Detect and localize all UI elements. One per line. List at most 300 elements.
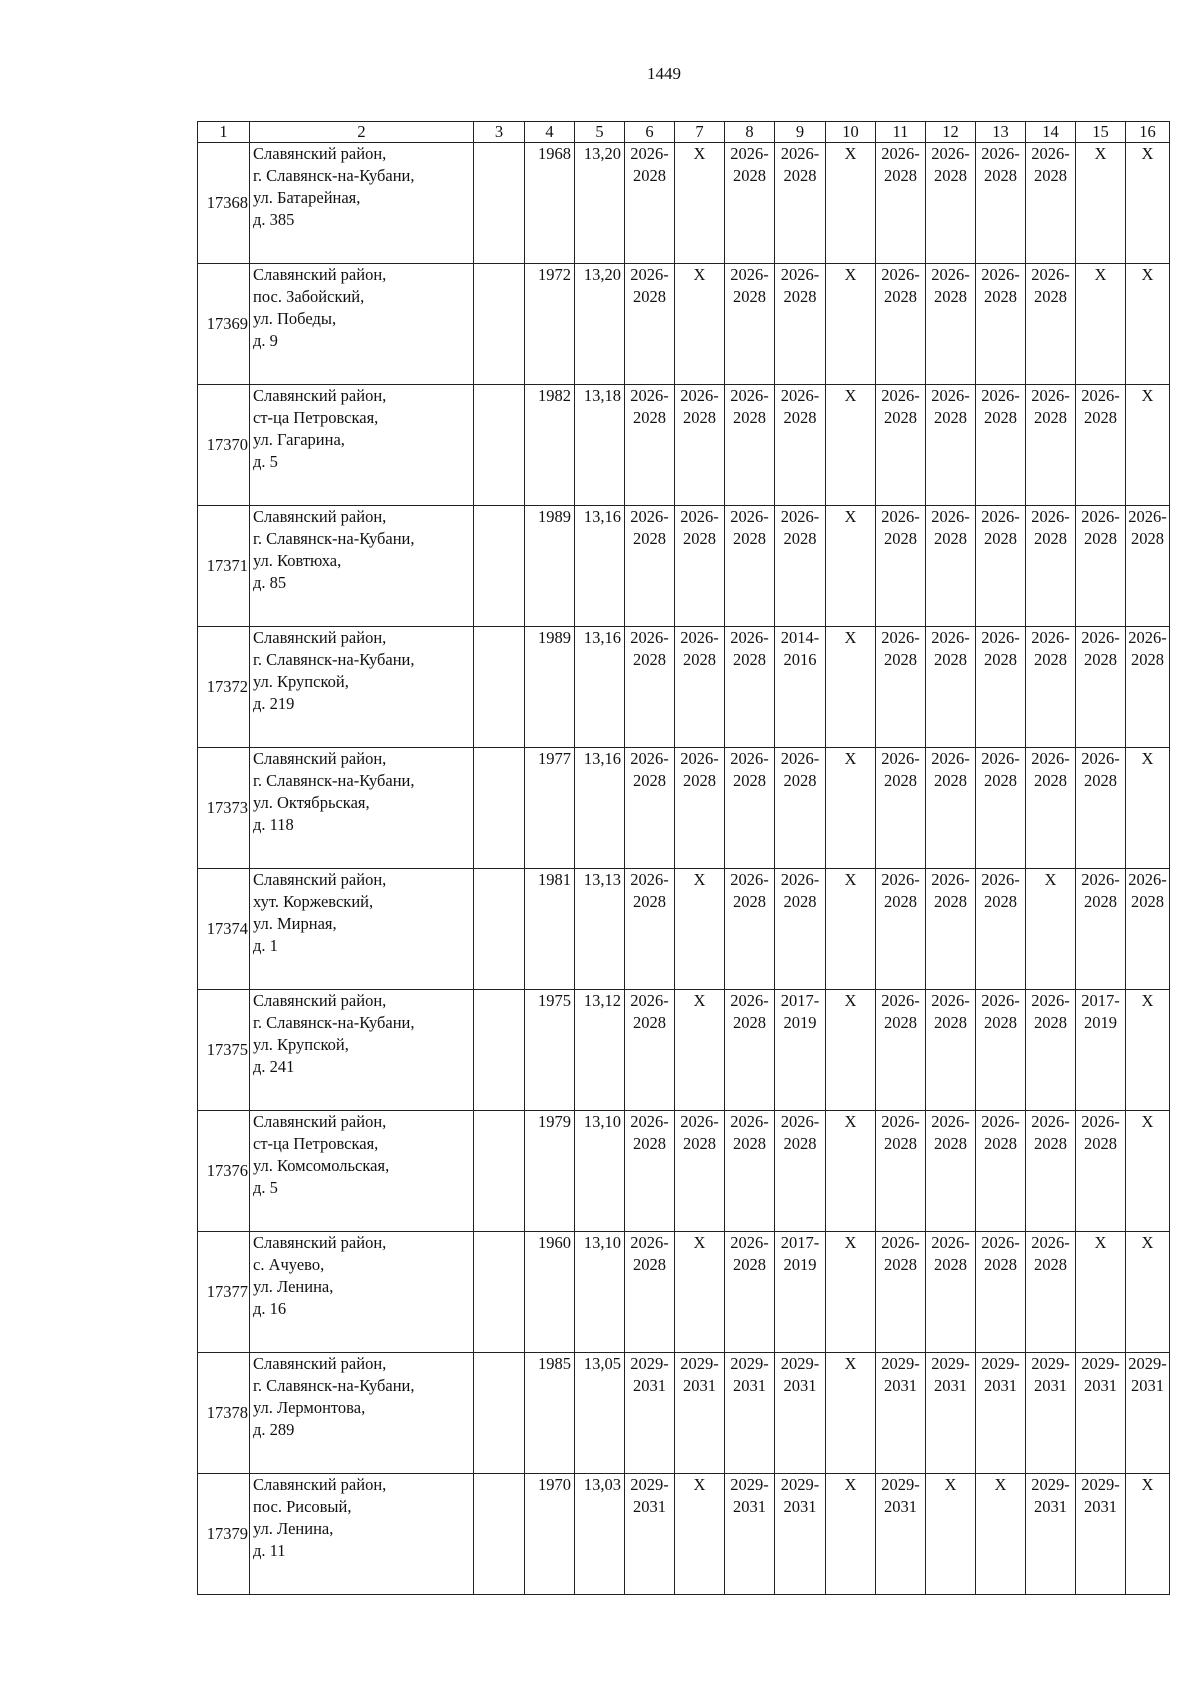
period-cell: X (675, 264, 725, 385)
period-start: 2029- (1081, 1475, 1120, 1494)
period-start: 2026- (881, 628, 920, 647)
column-number-13: 13 (976, 122, 1026, 143)
period-end: 2028 (783, 529, 817, 548)
period-start: 2026- (730, 265, 769, 284)
column-number-15: 15 (1076, 122, 1126, 143)
period-start: 2026- (931, 991, 970, 1010)
value-cell: 13,10 (575, 1232, 625, 1353)
period-start: 2029- (1031, 1475, 1070, 1494)
period-cell (625, 869, 675, 990)
period-end: 2028 (984, 529, 1017, 548)
period-start: 2026- (730, 870, 769, 889)
period-start: 2026- (1081, 1112, 1120, 1131)
row-number: 17368 (198, 143, 250, 264)
period-end: 2028 (1034, 1013, 1067, 1032)
period-cell (876, 869, 926, 990)
period-cell: X (1126, 264, 1170, 385)
period-end: 2031 (783, 1497, 817, 1516)
period-start: 2026- (1031, 991, 1070, 1010)
address-line: Славянский район, (253, 870, 387, 889)
period-end: 2031 (934, 1376, 967, 1395)
column-number-11: 11 (876, 122, 926, 143)
period-end: 2028 (934, 1134, 967, 1153)
col3-cell (474, 627, 525, 748)
period-start: 2026- (680, 1112, 719, 1131)
period-cell (725, 143, 775, 264)
period-cell: X (826, 1474, 876, 1595)
period-cell (1026, 1353, 1076, 1474)
period-cell: X (826, 385, 876, 506)
table-row (198, 748, 1170, 869)
period-cell (775, 1232, 826, 1353)
period-cell (926, 1353, 976, 1474)
period-cell (1026, 748, 1076, 869)
period-cell (1076, 506, 1126, 627)
period-start: 2029- (1081, 1354, 1120, 1373)
period-start: 2026- (780, 1112, 820, 1131)
period-cell: X (826, 506, 876, 627)
period-cell (926, 869, 976, 990)
row-number: 17378 (198, 1353, 250, 1474)
period-cell (625, 143, 675, 264)
address-line: д. 16 (253, 1299, 287, 1318)
address-line: с. Ачуево, (253, 1255, 325, 1274)
period-cell (876, 1353, 926, 1474)
period-start: 2026- (1031, 386, 1070, 405)
period-cell (876, 748, 926, 869)
column-number-2: 2 (250, 122, 474, 143)
period-end: 2028 (984, 892, 1017, 911)
period-end: 2028 (733, 771, 766, 790)
address-line: пос. Рисовый, (253, 1497, 352, 1516)
period-start: 2026- (1031, 1112, 1070, 1131)
period-start: 2026- (881, 1233, 920, 1252)
period-start: 2026- (730, 749, 769, 768)
col3-cell (474, 990, 525, 1111)
period-cell (926, 506, 976, 627)
address-cell (250, 1474, 474, 1595)
period-end: 2019 (783, 1255, 817, 1274)
period-end: 2028 (984, 1134, 1017, 1153)
col3-cell (474, 264, 525, 385)
period-start: 2026- (1081, 749, 1120, 768)
period-start: 2026- (981, 628, 1020, 647)
period-cell (876, 506, 926, 627)
period-start: 2029- (630, 1354, 669, 1373)
value-cell: 13,20 (575, 143, 625, 264)
period-cell (775, 1353, 826, 1474)
period-cell (675, 1353, 725, 1474)
period-end: 2028 (633, 166, 666, 185)
period-cell (976, 627, 1026, 748)
column-number-4: 4 (525, 122, 575, 143)
period-cell (775, 1111, 826, 1232)
address-line: ул. Победы, (253, 309, 337, 328)
column-number-6: 6 (625, 122, 675, 143)
period-start: 2029- (680, 1354, 719, 1373)
period-end: 2031 (884, 1376, 917, 1395)
address-line: ст-ца Петровская, (253, 1134, 379, 1153)
period-start: 2026- (730, 144, 769, 163)
address-line: ул. Октябрьская, (253, 793, 370, 812)
address-line: Славянский район, (253, 1354, 387, 1373)
value-cell: 13,12 (575, 990, 625, 1111)
address-line: г. Славянск-на-Кубани, (253, 1013, 415, 1032)
col3-cell (474, 1353, 525, 1474)
period-start: 2026- (1081, 628, 1120, 647)
period-end: 2028 (733, 1013, 766, 1032)
period-cell (1026, 1474, 1076, 1595)
period-cell (876, 385, 926, 506)
table-row (198, 990, 1170, 1111)
period-cell (725, 748, 775, 869)
period-cell (675, 385, 725, 506)
row-number: 17372 (198, 627, 250, 748)
period-end: 2028 (984, 166, 1017, 185)
address-cell (250, 990, 474, 1111)
address-line: д. 9 (253, 331, 278, 350)
address-line: ул. Ковтюха, (253, 551, 342, 570)
period-start: 2026- (730, 1233, 769, 1252)
period-cell (625, 990, 675, 1111)
period-start: 2026- (1031, 265, 1070, 284)
period-cell (926, 1232, 976, 1353)
period-end: 2028 (884, 892, 917, 911)
year-cell: 1975 (525, 990, 575, 1111)
period-start: 2026- (1128, 507, 1167, 526)
address-line: д. 385 (253, 210, 295, 229)
period-cell (1026, 990, 1076, 1111)
period-cell (625, 264, 675, 385)
period-start: 2026- (780, 749, 820, 768)
period-cell (725, 264, 775, 385)
value-cell: 13,16 (575, 627, 625, 748)
period-end: 2028 (1034, 1255, 1067, 1274)
period-start: 2029- (780, 1475, 820, 1494)
period-cell (775, 385, 826, 506)
period-end: 2028 (884, 1255, 917, 1274)
address-cell (250, 506, 474, 627)
period-start: 2026- (1031, 507, 1070, 526)
period-cell: X (1076, 1232, 1126, 1353)
period-start: 2026- (981, 265, 1020, 284)
period-start: 2026- (931, 386, 970, 405)
address-cell (250, 385, 474, 506)
period-start: 2026- (780, 870, 820, 889)
year-cell: 1968 (525, 143, 575, 264)
address-line: Славянский район, (253, 991, 387, 1010)
period-cell: X (675, 869, 725, 990)
period-start: 2026- (780, 386, 820, 405)
period-start: 2026- (931, 265, 970, 284)
period-start: 2029- (730, 1354, 769, 1373)
period-cell: X (826, 627, 876, 748)
period-cell (1076, 869, 1126, 990)
row-number: 17369 (198, 264, 250, 385)
period-end: 2028 (733, 529, 766, 548)
col3-cell (474, 506, 525, 627)
period-start: 2017- (780, 991, 820, 1010)
year-cell: 1989 (525, 627, 575, 748)
period-end: 2028 (1034, 1134, 1067, 1153)
period-start: 2026- (981, 991, 1020, 1010)
period-cell (1026, 264, 1076, 385)
period-end: 2028 (884, 1134, 917, 1153)
period-end: 2028 (1084, 408, 1117, 427)
period-cell (976, 990, 1026, 1111)
period-end: 2028 (884, 771, 917, 790)
address-line: ул. Крупской, (253, 672, 349, 691)
period-cell (976, 1353, 1026, 1474)
period-end: 2028 (984, 650, 1017, 669)
period-start: 2026- (981, 1233, 1020, 1252)
col3-cell (474, 385, 525, 506)
period-start: 2026- (881, 144, 920, 163)
address-cell (250, 1111, 474, 1232)
period-end: 2028 (884, 650, 917, 669)
period-end: 2028 (733, 1134, 766, 1153)
address-line: ул. Батарейная, (253, 188, 361, 207)
period-cell (775, 506, 826, 627)
period-end: 2028 (683, 529, 716, 548)
row-number: 17379 (198, 1474, 250, 1595)
period-cell: X (826, 869, 876, 990)
period-end: 2028 (934, 892, 967, 911)
period-start: 2026- (730, 1112, 769, 1131)
period-start: 2026- (780, 507, 820, 526)
address-line: ст-ца Петровская, (253, 408, 379, 427)
period-cell (725, 869, 775, 990)
period-start: 2026- (981, 507, 1020, 526)
year-cell: 1977 (525, 748, 575, 869)
period-cell: X (1076, 143, 1126, 264)
period-end: 2031 (1131, 1376, 1164, 1395)
period-end: 2031 (783, 1376, 817, 1395)
period-cell: X (675, 1474, 725, 1595)
address-line: Славянский район, (253, 1475, 387, 1494)
period-cell (625, 1353, 675, 1474)
value-cell: 13,20 (575, 264, 625, 385)
period-cell (675, 627, 725, 748)
period-end: 2028 (1084, 650, 1117, 669)
period-start: 2026- (630, 144, 669, 163)
period-cell: X (1076, 264, 1126, 385)
period-cell (926, 627, 976, 748)
address-cell (250, 1232, 474, 1353)
period-start: 2026- (931, 1233, 970, 1252)
period-cell: X (976, 1474, 1026, 1595)
col3-cell (474, 748, 525, 869)
column-number-10: 10 (826, 122, 876, 143)
period-start: 2026- (1081, 870, 1120, 889)
period-cell (926, 143, 976, 264)
period-start: 2026- (680, 507, 719, 526)
period-start: 2029- (881, 1354, 920, 1373)
period-start: 2026- (730, 386, 769, 405)
period-end: 2028 (934, 1255, 967, 1274)
period-start: 2026- (931, 1112, 970, 1131)
period-cell (1076, 385, 1126, 506)
period-start: 2026- (780, 144, 820, 163)
period-cell (775, 990, 826, 1111)
year-cell: 1960 (525, 1232, 575, 1353)
column-number-12: 12 (926, 122, 976, 143)
table-row (198, 869, 1170, 990)
column-number-1: 1 (198, 122, 250, 143)
address-line: д. 219 (253, 694, 295, 713)
period-start: 2026- (881, 386, 920, 405)
period-cell (625, 385, 675, 506)
period-end: 2028 (934, 408, 967, 427)
address-line: Славянский район, (253, 1112, 387, 1131)
year-cell: 1970 (525, 1474, 575, 1595)
period-end: 2028 (1034, 771, 1067, 790)
period-start: 2026- (1031, 749, 1070, 768)
period-cell (775, 143, 826, 264)
period-cell (725, 1111, 775, 1232)
period-start: 2026- (730, 628, 769, 647)
period-end: 2028 (783, 892, 817, 911)
address-line: д. 11 (253, 1541, 286, 1560)
period-start: 2029- (780, 1354, 820, 1373)
period-start: 2026- (931, 507, 970, 526)
period-end: 2028 (984, 1013, 1017, 1032)
period-cell: X (675, 143, 725, 264)
period-cell (725, 1353, 775, 1474)
period-cell (625, 1111, 675, 1232)
period-start: 2026- (1031, 144, 1070, 163)
period-end: 2028 (1084, 892, 1117, 911)
period-cell (775, 264, 826, 385)
table-row (198, 385, 1170, 506)
period-start: 2026- (1031, 628, 1070, 647)
period-cell: X (675, 1232, 725, 1353)
period-cell (775, 748, 826, 869)
address-line: д. 241 (253, 1057, 295, 1076)
period-cell (1076, 748, 1126, 869)
table-row (198, 506, 1170, 627)
period-end: 2028 (984, 771, 1017, 790)
page-number: 1449 (647, 64, 681, 83)
address-line: ул. Крупской, (253, 1035, 349, 1054)
period-cell (1026, 506, 1076, 627)
period-cell: X (1126, 990, 1170, 1111)
period-start: 2026- (931, 870, 970, 889)
period-start: 2026- (881, 749, 920, 768)
period-cell (1076, 990, 1126, 1111)
address-line: г. Славянск-на-Кубани, (253, 529, 415, 548)
table-row (198, 143, 1170, 264)
period-end: 2028 (1084, 771, 1117, 790)
value-cell: 13,10 (575, 1111, 625, 1232)
period-end: 2028 (884, 529, 917, 548)
period-cell: X (1026, 869, 1076, 990)
period-cell (976, 1232, 1026, 1353)
period-cell (1026, 143, 1076, 264)
address-line: ул. Гагарина, (253, 430, 345, 449)
period-end: 2028 (733, 892, 766, 911)
period-start: 2026- (881, 507, 920, 526)
table-row (198, 1474, 1170, 1595)
period-start: 2029- (981, 1354, 1020, 1373)
row-number: 17373 (198, 748, 250, 869)
period-end: 2028 (1034, 166, 1067, 185)
period-cell (876, 1232, 926, 1353)
period-end: 2028 (783, 166, 817, 185)
period-end: 2028 (783, 408, 817, 427)
period-start: 2026- (630, 1233, 669, 1252)
period-cell: X (1126, 1232, 1170, 1353)
period-start: 2026- (780, 265, 820, 284)
period-start: 2029- (881, 1475, 920, 1494)
period-start: 2026- (981, 749, 1020, 768)
period-cell: X (826, 748, 876, 869)
period-cell (876, 264, 926, 385)
period-cell (625, 1474, 675, 1595)
period-cell (976, 1111, 1026, 1232)
period-cell: X (1126, 1111, 1170, 1232)
period-cell: X (1126, 385, 1170, 506)
period-cell (876, 143, 926, 264)
table-body (198, 143, 1170, 1595)
col3-cell (474, 1111, 525, 1232)
period-cell (926, 385, 976, 506)
address-line: Славянский район, (253, 386, 387, 405)
period-end: 2028 (984, 1255, 1017, 1274)
column-number-header (198, 122, 1170, 143)
address-line: Славянский район, (253, 1233, 387, 1252)
period-cell (1076, 1353, 1126, 1474)
period-end: 2028 (633, 650, 666, 669)
period-end: 2028 (884, 287, 917, 306)
period-end: 2028 (934, 166, 967, 185)
period-cell (775, 869, 826, 990)
period-cell (1026, 627, 1076, 748)
period-end: 2028 (934, 650, 967, 669)
address-cell (250, 869, 474, 990)
address-cell (250, 748, 474, 869)
address-line: д. 289 (253, 1420, 295, 1439)
table-row (198, 264, 1170, 385)
period-cell: X (826, 1232, 876, 1353)
column-number-3: 3 (474, 122, 525, 143)
period-start: 2026- (931, 144, 970, 163)
value-cell: 13,16 (575, 506, 625, 627)
address-line: Славянский район, (253, 749, 387, 768)
address-line: Славянский район, (253, 507, 387, 526)
period-end: 2028 (884, 1013, 917, 1032)
address-line: ул. Ленина, (253, 1277, 334, 1296)
period-end: 2031 (1084, 1497, 1117, 1516)
period-start: 2029- (1128, 1354, 1167, 1373)
period-start: 2029- (931, 1354, 970, 1373)
table-row (198, 1111, 1170, 1232)
period-end: 2028 (984, 287, 1017, 306)
period-cell: X (826, 143, 876, 264)
period-start: 2026- (630, 749, 669, 768)
period-end: 2028 (733, 287, 766, 306)
period-end: 2028 (633, 1013, 666, 1032)
period-start: 2026- (630, 507, 669, 526)
period-cell (725, 1474, 775, 1595)
address-cell (250, 1353, 474, 1474)
period-end: 2028 (884, 408, 917, 427)
period-cell (976, 264, 1026, 385)
period-end: 2028 (633, 892, 666, 911)
period-start: 2026- (1031, 1233, 1070, 1252)
period-cell (976, 385, 1026, 506)
period-start: 2026- (630, 870, 669, 889)
